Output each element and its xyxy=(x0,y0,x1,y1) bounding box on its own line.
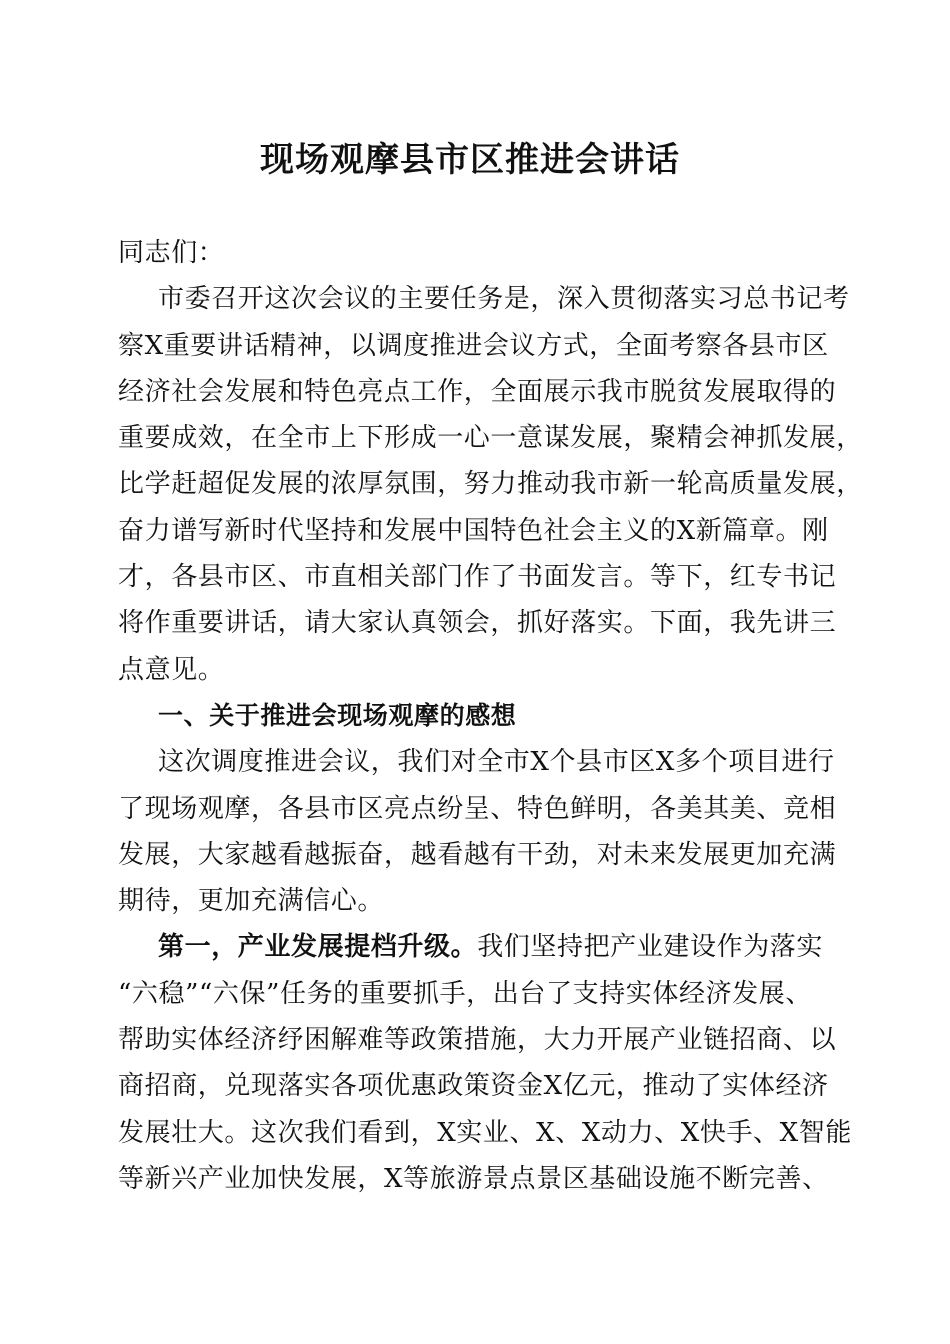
subsection-lead: 第一，产业发展提档升级。 xyxy=(158,932,478,963)
section-heading: 一、关于推进会现场观摩的感想 xyxy=(158,700,517,730)
paragraph-line: 经济社会发展和特色亮点工作，全面展示我市脱贫发展取得的 xyxy=(118,376,837,407)
paragraph-line: 发展，大家越看越振奋，越看越有干劲，对未来发展更加充满 xyxy=(118,839,837,870)
document-title: 现场观摩县市区推进会讲话 xyxy=(260,140,680,180)
paragraph-line: 发展壮大。这次我们看到，X实业、X、X动力、X快手、X智能 xyxy=(118,1117,852,1148)
paragraph-line: 了现场观摩，各县市区亮点纷呈、特色鲜明，各美其美、竞相 xyxy=(118,793,837,824)
paragraph-line xyxy=(118,924,830,970)
paragraph-line: 察X重要讲话精神，以调度推进会议方式，全面考察各县市区 xyxy=(118,330,829,361)
paragraph-line-rest: 我们坚持把产业建设作为落实 xyxy=(477,932,824,963)
paragraph-line: 市委召开这次会议的主要任务是，深入贯彻落实习总书记考 xyxy=(158,284,850,315)
salutation: 同志们： xyxy=(118,238,225,268)
paragraph-line: 这次调度推进会议，我们对全市X个县市区X多个项目进行 xyxy=(158,747,835,778)
paragraph-line: 商招商，兑现落实各项优惠政策资金X亿元，推动了实体经济 xyxy=(118,1071,829,1102)
paragraph-line: 奋力谱写新时代坚持和发展中国特色社会主义的X新篇章。刚 xyxy=(118,515,829,546)
document-body xyxy=(118,230,863,1202)
paragraph-line: 比学赶超促发展的浓厚氛围，努力推动我市新一轮高质量发展， xyxy=(118,469,863,500)
paragraph-line: 将作重要讲话，请大家认真领会，抓好落实。下面，我先讲三 xyxy=(118,608,837,639)
paragraph-line: 才，各县市区、市直相关部门作了书面发言。等下，红专书记 xyxy=(118,562,837,593)
paragraph-line: 点意见。 xyxy=(118,654,225,685)
paragraph-line: 期待，更加充满信心。 xyxy=(118,886,385,917)
paragraph-line: 重要成效，在全市上下形成一心一意谋发展，聚精会神抓发展， xyxy=(118,423,863,454)
paragraph-line: “六稳”“六保”任务的重要抓手，出台了支持实体经济发展、 xyxy=(118,978,812,1009)
paragraph-line: 等新兴产业加快发展，X等旅游景点景区基础设施不断完善、 xyxy=(118,1163,829,1194)
paragraph-line: 帮助实体经济纾困解难等政策措施，大力开展产业链招商、以 xyxy=(118,1025,837,1056)
